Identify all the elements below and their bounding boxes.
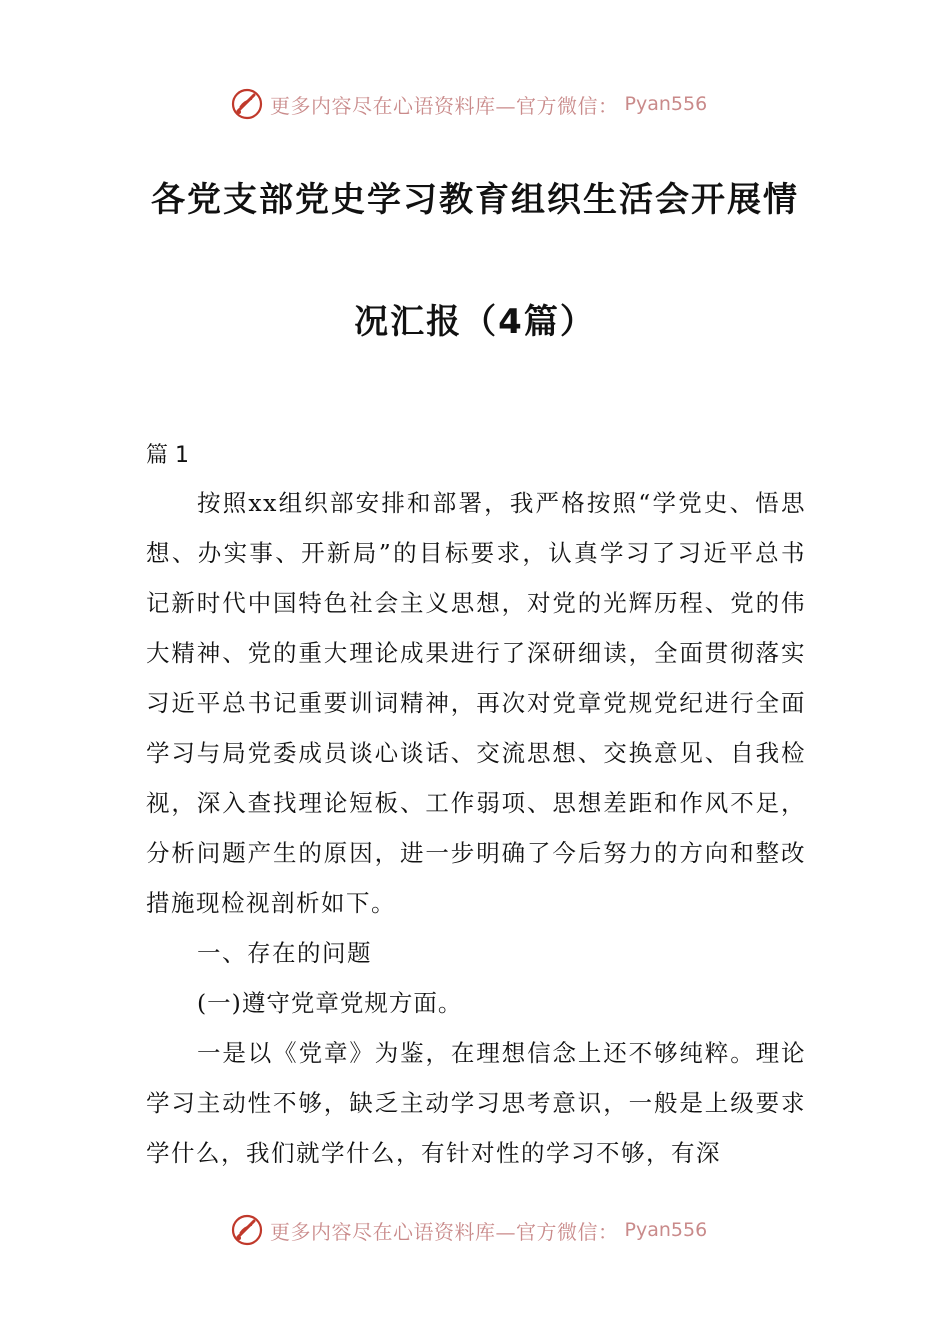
watermark-text: 更多内容尽在心语资料库—官方微信： <box>270 1219 619 1244</box>
watermark-text: 更多内容尽在心语资料库—官方微信： <box>270 93 619 118</box>
pen-logo-icon <box>230 1213 264 1247</box>
watermark-wechat-id: Pyan556 <box>624 1219 708 1241</box>
watermark-banner-top <box>230 86 707 122</box>
body-paragraph: 按照xx组织部安排和部署，我严格按照“学党史、悟思想、办实事、开新局”的目标要求，认真学习了习近平总书记新时代中国特色社会主义思想，对党的光辉历程、党的伟大精神、党的重大理论成果进行了深研细读，全面贯彻落实习近平总书记重要训词精神，再次对党章党规党纪进行全面学习与局党委成员谈心谈话、交流思想、交换意见、自我检视，深入查找理论短板、工作弱项、思想差距和作风不足，分析问题产生的原因，进一步明确了今后努力的方向和整改措施现检视剖析如下。 <box>146 489 806 917</box>
watermark-wechat-id: Pyan556 <box>624 93 708 115</box>
document-title-line-1: 各党支部党史学习教育组织生活会开展情 <box>151 180 799 220</box>
subsection-heading: (一)遵守党章党规方面。 <box>197 989 463 1017</box>
pen-logo-icon <box>230 87 264 121</box>
document-title-line-2: 况汇报（4篇） <box>354 302 596 342</box>
section-label: 篇 1 <box>146 443 189 468</box>
body-paragraph: 一是以《党章》为鉴，在理想信念上还不够纯粹。理论学习主动性不够，缺乏主动学习思考意识，一般是上级要求学什么，我们就学什么，有针对性的学习不够，有深 <box>146 1039 806 1167</box>
watermark-banner-bottom <box>230 1212 707 1248</box>
section-heading: 一、存在的问题 <box>197 939 372 967</box>
